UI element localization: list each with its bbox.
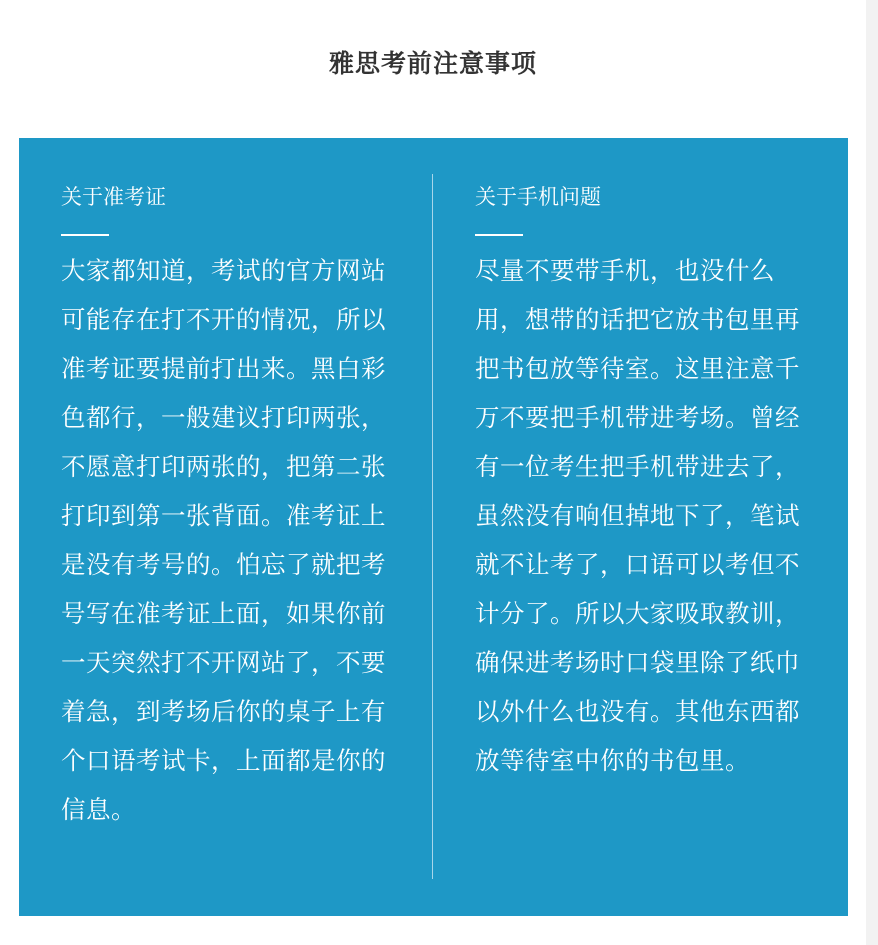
section-body: 尽量不要带手机，也没什么用，想带的话把它放书包里再把书包放等待室。这里注意千万不要把手机带进考场。曾经有一位考生把手机带进去了，虽然没有响但掉地下了，笔试就不让考了，口语可以考但不计分了。所以大家吸取教训，确保进考场时口袋里除了纸巾以外什么也没有。其他东西都放等待室中你的书包里。: [475, 256, 800, 775]
section-phone: [475, 182, 811, 785]
info-panel: [19, 138, 848, 916]
section-heading: 关于手机问题: [475, 185, 601, 209]
heading-underline: [61, 234, 109, 236]
column-divider: [432, 174, 433, 879]
heading-underline: [475, 234, 523, 236]
section-admission-ticket: [61, 182, 397, 834]
section-body: 大家都知道，考试的官方网站可能存在打不开的情况，所以准考证要提前打出来。黑白彩色都行，一般建议打印两张，不愿意打印两张的，把第二张打印到第一张背面。准考证上是没有考号的。怕忘了就把考号写在准考证上面，如果你前一天突然打不开网站了，不要着急，到考场后你的桌子上有个口语考试卡，上面都是你的信息。: [61, 256, 386, 824]
section-heading: 关于准考证: [61, 185, 166, 209]
page-title: 雅思考前注意事项: [328, 49, 537, 78]
